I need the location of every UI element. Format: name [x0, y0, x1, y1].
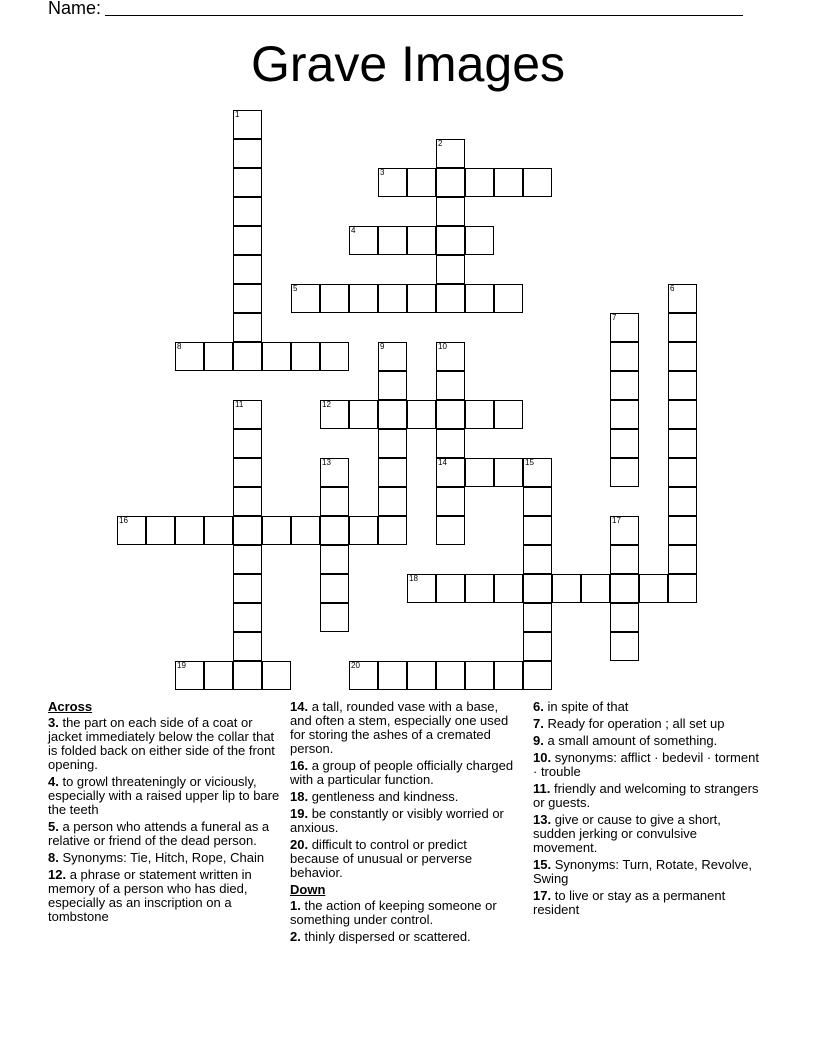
grid-cell[interactable] [204, 342, 233, 371]
grid-cell[interactable] [378, 516, 407, 545]
grid-cell[interactable] [436, 400, 465, 429]
clue-text: the part on each side of a coat or jacket immediately below the collar that is folded back on either side of the front opening. [48, 715, 275, 772]
clue-text: synonyms: afflict · bedevil · torment · trouble [533, 750, 759, 779]
clue-number: 6. [533, 699, 544, 714]
grid-cell[interactable] [378, 429, 407, 458]
grid-cell[interactable] [465, 574, 494, 603]
grid-cell[interactable] [436, 458, 465, 487]
grid-cell[interactable] [175, 661, 204, 690]
grid-cell[interactable] [233, 661, 262, 690]
down-heading: Down [290, 882, 326, 897]
grid-cell[interactable] [436, 516, 465, 545]
grid-cell[interactable] [233, 139, 262, 168]
grid-cell[interactable] [610, 603, 639, 632]
cell-number: 3 [380, 168, 385, 177]
cell-number: 4 [351, 226, 356, 235]
clue-text: a tall, rounded vase with a base, and often a stem, especially one used for storing the ashes of a cremated person. [290, 699, 509, 756]
cell-number: 7 [612, 313, 617, 322]
cell-number: 8 [177, 342, 182, 351]
grid-cell[interactable] [378, 400, 407, 429]
grid-cell[interactable] [233, 284, 262, 313]
clue-text: friendly and welcoming to strangers or guests. [533, 781, 759, 810]
grid-cell[interactable] [204, 516, 233, 545]
grid-cell[interactable] [523, 458, 552, 487]
grid-cell[interactable] [262, 661, 291, 690]
clue-text: in spite of that [547, 699, 629, 714]
grid-cell[interactable] [610, 342, 639, 371]
grid-cell[interactable] [407, 400, 436, 429]
clue-across-12 [48, 868, 280, 924]
clue-across-3 [48, 716, 280, 772]
clue-number: 17. [533, 888, 552, 903]
clue-down-17 [533, 889, 763, 917]
grid-cell[interactable] [320, 342, 349, 371]
grid-cell[interactable] [407, 168, 436, 197]
clue-number: 19. [290, 806, 309, 821]
across-heading: Across [48, 699, 93, 714]
name-label: Name: [48, 0, 102, 18]
clue-number: 7. [533, 716, 544, 731]
grid-cell[interactable] [610, 458, 639, 487]
grid-cell[interactable] [233, 226, 262, 255]
clue-number: 20. [290, 837, 309, 852]
grid-cell[interactable] [233, 487, 262, 516]
cell-number: 11 [235, 400, 244, 409]
grid-cell[interactable] [668, 545, 697, 574]
cell-number: 17 [612, 516, 621, 525]
cell-number: 1 [235, 110, 240, 119]
clue-number: 18. [290, 789, 309, 804]
grid-cell[interactable] [262, 342, 291, 371]
clue-text: to live or stay as a permanent resident [533, 888, 726, 917]
grid-cell[interactable] [436, 139, 465, 168]
clue-text: a phrase or statement written in memory of a person who has died, especially as an inscription on a tombstone [48, 867, 252, 924]
grid-cell[interactable] [233, 429, 262, 458]
grid-cell[interactable] [320, 284, 349, 313]
grid-cell[interactable] [465, 168, 494, 197]
grid-cell[interactable] [610, 545, 639, 574]
grid-cell[interactable] [668, 516, 697, 545]
cell-number: 6 [670, 284, 675, 293]
grid-cell[interactable] [610, 313, 639, 342]
clue-down-2 [290, 930, 518, 944]
grid-cell[interactable] [436, 284, 465, 313]
clue-text: to growl threateningly or viciously, especially with a raised upper lip to bare the teeth [48, 774, 280, 817]
grid-cell[interactable] [407, 661, 436, 690]
clue-number: 13. [533, 812, 552, 827]
grid-cell[interactable] [436, 226, 465, 255]
grid-cell[interactable] [378, 458, 407, 487]
grid-cell[interactable] [233, 458, 262, 487]
grid-cell[interactable] [175, 342, 204, 371]
grid-cell[interactable] [436, 487, 465, 516]
grid-cell[interactable] [175, 516, 204, 545]
clue-number: 1. [290, 898, 301, 913]
clue-number: 9. [533, 733, 544, 748]
clue-number: 12. [48, 867, 67, 882]
grid-cell[interactable] [378, 661, 407, 690]
grid-cell[interactable] [668, 313, 697, 342]
grid-cell[interactable] [668, 342, 697, 371]
cell-number: 15 [525, 458, 534, 467]
grid-cell[interactable] [233, 342, 262, 371]
clue-number: 10. [533, 750, 552, 765]
grid-cell[interactable] [668, 371, 697, 400]
grid-cell[interactable] [320, 603, 349, 632]
clue-text: Ready for operation ; all set up [547, 716, 725, 731]
grid-cell[interactable] [378, 371, 407, 400]
cell-number: 14 [438, 458, 447, 467]
grid-cell[interactable] [320, 487, 349, 516]
clue-down-11 [533, 782, 763, 810]
clue-text: Synonyms: Turn, Rotate, Revolve, Swing [533, 857, 752, 886]
grid-cell[interactable] [610, 400, 639, 429]
grid-cell[interactable] [320, 516, 349, 545]
grid-cell[interactable] [349, 226, 378, 255]
grid-cell[interactable] [494, 284, 523, 313]
cell-number: 10 [438, 342, 447, 351]
cell-number: 18 [409, 574, 418, 583]
grid-cell[interactable] [117, 516, 146, 545]
grid-cell[interactable] [610, 429, 639, 458]
grid-cell[interactable] [668, 429, 697, 458]
clue-text: a person who attends a funeral as a relative or friend of the dead person. [48, 819, 270, 848]
grid-cell[interactable] [523, 603, 552, 632]
cell-number: 20 [351, 661, 360, 670]
grid-cell[interactable] [233, 632, 262, 661]
cell-number: 19 [177, 661, 186, 670]
clue-across-18 [290, 790, 518, 804]
grid-cell[interactable] [610, 516, 639, 545]
clue-number: 11. [533, 781, 551, 796]
clue-number: 5. [48, 819, 59, 834]
clue-text: Synonyms: Tie, Hitch, Rope, Chain [62, 850, 265, 865]
grid-cell[interactable] [233, 516, 262, 545]
clue-number: 15. [533, 857, 552, 872]
grid-cell[interactable] [378, 284, 407, 313]
clue-number: 2. [290, 929, 301, 944]
cell-number: 16 [119, 516, 128, 525]
grid-cell[interactable] [291, 342, 320, 371]
grid-cell[interactable] [523, 545, 552, 574]
grid-cell[interactable] [262, 516, 291, 545]
grid-cell[interactable] [610, 632, 639, 661]
grid-cell[interactable] [378, 487, 407, 516]
grid-cell[interactable] [233, 197, 262, 226]
grid-cell[interactable] [552, 574, 581, 603]
clue-down-15 [533, 858, 763, 886]
grid-cell[interactable] [407, 226, 436, 255]
grid-cell[interactable] [668, 284, 697, 313]
cell-number: 9 [380, 342, 385, 351]
grid-cell[interactable] [233, 574, 262, 603]
clues-column-3 [533, 700, 763, 920]
grid-cell[interactable] [349, 661, 378, 690]
grid-cell[interactable] [610, 574, 639, 603]
grid-cell[interactable] [291, 516, 320, 545]
clue-across-14 [290, 700, 518, 756]
clue-text: be constantly or visibly worried or anxious. [290, 806, 504, 835]
clue-number: 8. [48, 850, 59, 865]
cell-number: 5 [293, 284, 298, 293]
grid-cell[interactable] [523, 487, 552, 516]
grid-cell[interactable] [233, 110, 262, 139]
clue-across-8 [48, 851, 280, 865]
clue-down-6 [533, 700, 763, 714]
grid-cell[interactable] [523, 516, 552, 545]
clue-down-10 [533, 751, 763, 779]
grid-cell[interactable] [523, 168, 552, 197]
grid-cell[interactable] [610, 371, 639, 400]
clue-text: the action of keeping someone or something under control. [290, 898, 497, 927]
clue-number: 14. [290, 699, 309, 714]
grid-cell[interactable] [436, 255, 465, 284]
grid-cell[interactable] [349, 284, 378, 313]
clue-number: 3. [48, 715, 59, 730]
clue-number: 4. [48, 774, 59, 789]
grid-cell[interactable] [465, 284, 494, 313]
grid-cell[interactable] [436, 197, 465, 226]
name-underline[interactable] [105, 0, 743, 16]
cell-number: 2 [438, 139, 443, 148]
grid-cell[interactable] [407, 574, 436, 603]
grid-cell[interactable] [668, 458, 697, 487]
cell-number: 12 [322, 400, 331, 409]
grid-cell[interactable] [494, 661, 523, 690]
clue-across-20 [290, 838, 518, 880]
grid-cell[interactable] [436, 371, 465, 400]
clue-number: 16. [290, 758, 309, 773]
grid-cell[interactable] [233, 603, 262, 632]
clue-text: gentleness and kindness. [311, 789, 459, 804]
grid-cell[interactable] [465, 458, 494, 487]
grid-cell[interactable] [465, 661, 494, 690]
grid-cell[interactable] [233, 400, 262, 429]
clue-across-5 [48, 820, 280, 848]
grid-cell[interactable] [639, 574, 668, 603]
grid-cell[interactable] [494, 168, 523, 197]
grid-cell[interactable] [320, 400, 349, 429]
clue-down-9 [533, 734, 763, 748]
grid-cell[interactable] [523, 661, 552, 690]
grid-cell[interactable] [494, 458, 523, 487]
clues-column-2 [290, 700, 518, 947]
cell-number: 13 [322, 458, 331, 467]
grid-cell[interactable] [233, 168, 262, 197]
grid-cell[interactable] [523, 632, 552, 661]
grid-cell[interactable] [436, 429, 465, 458]
clue-across-19 [290, 807, 518, 835]
grid-cell[interactable] [349, 516, 378, 545]
grid-cell[interactable] [523, 574, 552, 603]
grid-cell[interactable] [291, 284, 320, 313]
grid-cell[interactable] [378, 342, 407, 371]
grid-cell[interactable] [233, 545, 262, 574]
grid-cell[interactable] [378, 226, 407, 255]
grid-cell[interactable] [581, 574, 610, 603]
clue-text: give or cause to give a short, sudden jerking or convulsive movement. [533, 812, 721, 855]
grid-cell[interactable] [233, 255, 262, 284]
grid-cell[interactable] [320, 545, 349, 574]
name-field[interactable] [48, 0, 743, 19]
grid-cell[interactable] [465, 400, 494, 429]
grid-cell[interactable] [668, 400, 697, 429]
grid-cell[interactable] [146, 516, 175, 545]
puzzle-title: Grave Images [250, 36, 565, 92]
grid-cell[interactable] [668, 487, 697, 516]
clue-across-4 [48, 775, 280, 817]
clue-down-1 [290, 899, 518, 927]
grid-cell[interactable] [465, 226, 494, 255]
clue-text: difficult to control or predict because of unusual or perverse behavior. [290, 837, 473, 880]
grid-cell[interactable] [436, 661, 465, 690]
grid-cell[interactable] [436, 168, 465, 197]
grid-cell[interactable] [436, 574, 465, 603]
grid-cell[interactable] [320, 458, 349, 487]
clue-down-7 [533, 717, 763, 731]
grid-cell[interactable] [378, 168, 407, 197]
grid-cell[interactable] [204, 661, 233, 690]
grid-cell[interactable] [494, 574, 523, 603]
clue-across-16 [290, 759, 518, 787]
clue-text: thinly dispersed or scattered. [304, 929, 471, 944]
grid-cell[interactable] [436, 342, 465, 371]
grid-cell[interactable] [494, 400, 523, 429]
clue-text: a group of people officially charged with a particular function. [290, 758, 514, 787]
grid-cell[interactable] [233, 313, 262, 342]
clue-text: a small amount of something. [547, 733, 718, 748]
grid-cell[interactable] [407, 284, 436, 313]
clue-down-13 [533, 813, 763, 855]
grid-cell[interactable] [349, 400, 378, 429]
clues-column-1 [48, 700, 280, 927]
grid-cell[interactable] [668, 574, 697, 603]
grid-cell[interactable] [320, 574, 349, 603]
